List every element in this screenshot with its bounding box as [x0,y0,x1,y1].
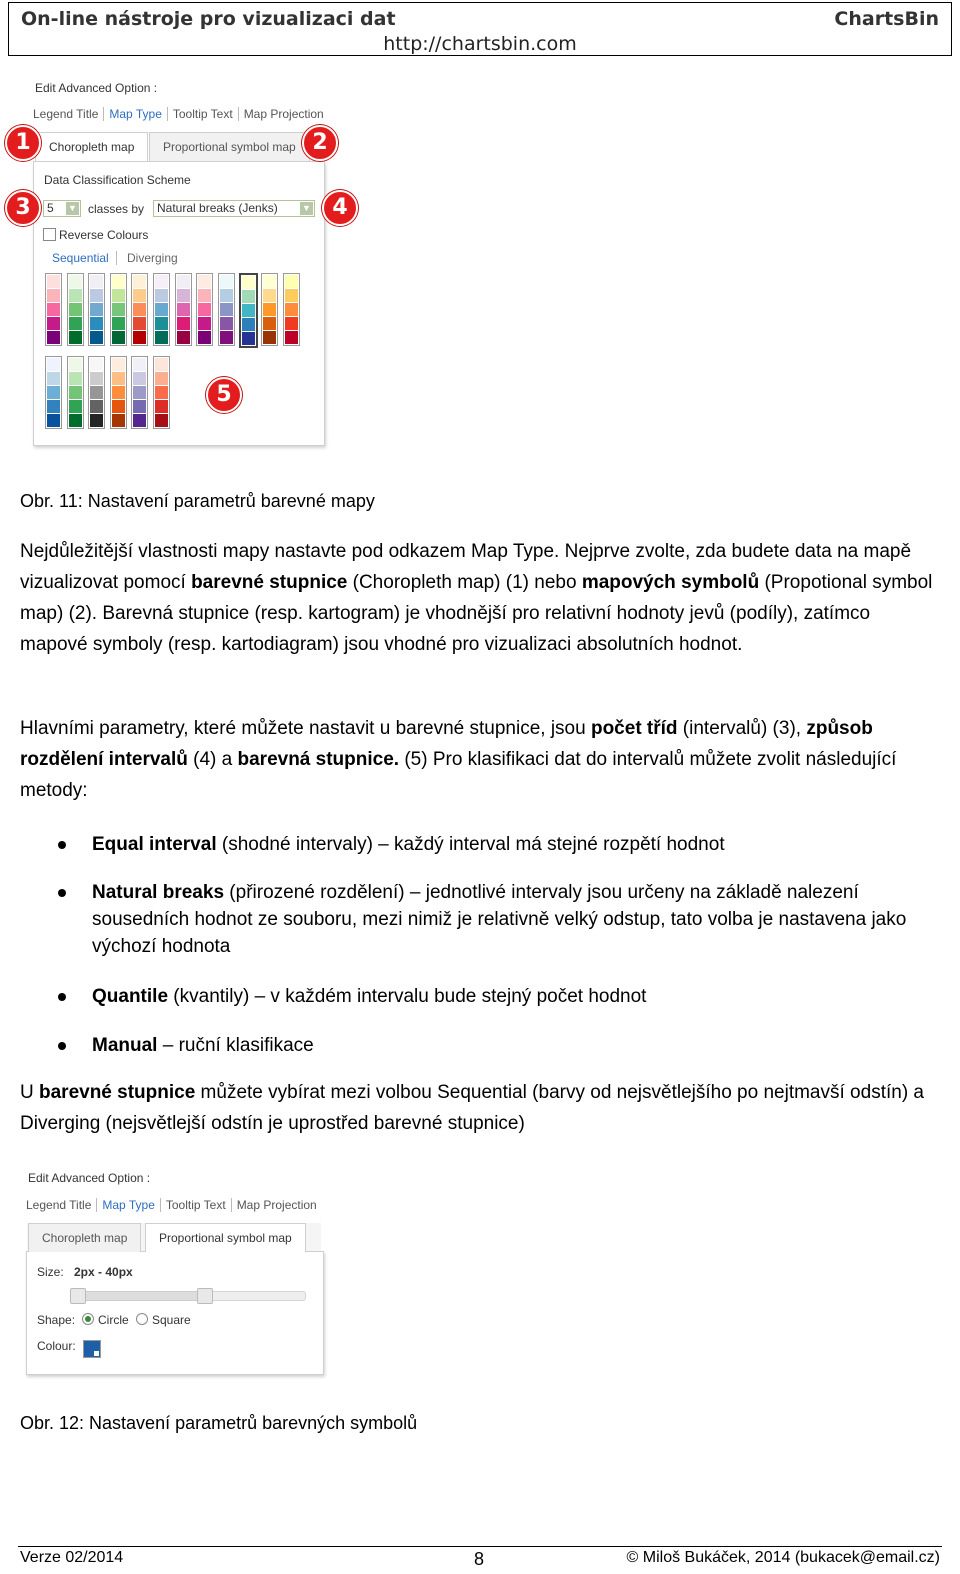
tab-map-projection[interactable]: Map Projection [243,107,324,121]
para1-text-1: Nejdůležitější vlastnosti mapy nastavte pod odkazem Map Type. Nejprve zvolte, zda budete data na mapě vizualizovat pomocí [20,541,912,593]
palette-color-cell [47,358,60,371]
shape-circle-radio[interactable] [82,1313,94,1325]
palette-color-cell [242,276,255,289]
palette-color-cell [220,289,233,302]
size-value: 2px - 40px [74,1265,133,1279]
palette-row-2 [45,356,185,431]
palette-color-cell [263,275,276,288]
header-title: On-line nástroje pro vizualizaci dat [21,8,396,30]
bullet-dot [58,1042,66,1050]
palette-color-cell [285,331,298,344]
palette-color-cell [155,372,168,385]
palette-color-cell [112,331,125,344]
palette-color-cell [133,414,146,427]
palette-swatch[interactable] [45,356,62,429]
para1-text-2: (Choropleth map) (1) nebo [347,572,582,593]
reverse-colours-label: Reverse Colours [59,228,149,242]
figure-caption-2: Obr. 12: Nastavení parametrů barevných symbolů [20,1413,418,1433]
tab-legend-title[interactable]: Legend Title [33,107,104,121]
palette-color-cell [90,331,103,344]
page-header [8,2,952,56]
palette-swatch[interactable] [283,273,300,346]
tab-map-type[interactable]: Map Type [97,1198,160,1212]
para1-bold-2: mapových symbolů [581,572,760,593]
palette-swatch[interactable] [153,356,170,429]
colour-picker-swatch[interactable] [83,1340,101,1358]
paragraph-parameters [20,713,942,806]
badge-1: 1 [5,125,41,161]
palette-color-cell [242,318,255,331]
palette-color-cell [47,317,60,330]
bullet-dot [58,889,66,897]
shape-circle-label: Circle [98,1313,129,1327]
palette-color-cell [112,372,125,385]
palette-color-cell [69,317,82,330]
footer-author: © Miloš Bukáček, 2014 (bukacek@email.cz) [626,1549,940,1566]
figure-choropleth-settings [33,80,333,450]
palette-color-cell [47,372,60,385]
palette-color-cell [69,275,82,288]
palette-color-cell [177,289,190,302]
subtab-proportional-symbol-map[interactable]: Proportional symbol map [145,1223,306,1252]
bullet-term: Equal interval [92,834,217,855]
figure-symbol-settings [26,1170,336,1380]
palette-color-cell [112,275,125,288]
palette-color-cell [112,414,125,427]
bullet-text: (shodné intervaly) – každý interval má stejné rozpětí hodnot [216,834,725,855]
para3-bold-1: barevné stupnice [39,1082,196,1103]
classification-method-value: Natural breaks (Jenks) [157,201,278,215]
palette-color-cell [133,317,146,330]
palette-color-cell [112,317,125,330]
list-item-equal-interval [92,831,942,858]
para3-text-2: můžete vybírat mezi volbou Sequential (barvy od nejsvětlejšího po nejtmavší odstín) a Diverging (nejsvětlejší odstín je uprostřed barevné stupnice) [20,1082,924,1134]
footer-page-number: 8 [474,1549,485,1569]
palette-swatch[interactable] [239,273,258,348]
para2-text-3: (4) a [187,749,238,770]
bullet-term: Natural breaks [92,882,225,903]
palette-color-cell [47,400,60,413]
palette-color-cell [155,386,168,399]
reverse-colours-checkbox[interactable] [43,228,56,241]
classes-count-select[interactable] [43,200,81,217]
palette-color-cell [177,317,190,330]
header-url[interactable]: http://chartsbin.com [383,33,577,55]
para2-bold-3: barevná stupnice. [237,749,400,770]
palette-color-cell [198,331,211,344]
palette-color-cell [133,289,146,302]
palette-color-cell [198,275,211,288]
bullet-term: Manual [92,1035,158,1056]
badge-4: 4 [322,190,358,226]
palette-color-cell [198,289,211,302]
paragraph-colour-scale [20,1077,942,1139]
palette-color-cell [155,414,168,427]
palette-color-cell [90,275,103,288]
chevron-down-icon: ▼ [300,202,313,215]
figure-caption-1: Obr. 11: Nastavení parametrů barevné mapy [20,491,375,511]
palette-color-cell [90,303,103,316]
palette-color-cell [133,358,146,371]
palette-color-cell [47,303,60,316]
palette-swatch[interactable] [110,356,127,429]
palette-color-cell [220,331,233,344]
palette-tab-diverging[interactable]: Diverging [127,251,178,265]
palette-color-cell [177,275,190,288]
palette-color-cell [90,400,103,413]
palette-color-cell [69,303,82,316]
list-item-manual [92,1032,942,1059]
chevron-down-icon: ▼ [66,202,79,215]
tab-map-projection[interactable]: Map Projection [236,1198,317,1212]
badge-5: 5 [206,377,242,413]
size-slider-min-handle[interactable] [70,1288,86,1304]
shape-square-label: Square [152,1313,191,1327]
para2-bold-1: počet tříd [590,718,678,739]
header-brand: ChartsBin [834,8,939,30]
palette-color-cell [285,317,298,330]
palette-swatch[interactable] [175,273,192,346]
palette-swatch[interactable] [153,273,170,346]
palette-color-cell [90,414,103,427]
footer-version: Verze 02/2014 [20,1549,124,1566]
palette-tab-sequential[interactable]: Sequential [52,251,117,265]
palette-color-cell [69,400,82,413]
palette-color-cell [242,290,255,303]
classification-method-select[interactable] [153,200,315,217]
palette-color-cell [112,386,125,399]
palette-color-cell [220,303,233,316]
list-item-quantile [92,983,942,1010]
size-slider-max-handle[interactable] [197,1288,213,1304]
bullet-term: Quantile [92,986,169,1007]
palette-color-cell [177,331,190,344]
palette-color-cell [90,317,103,330]
palette-color-cell [155,289,168,302]
palette-color-cell [112,400,125,413]
bullet-dot [58,841,66,849]
palette-color-cell [133,303,146,316]
palette-color-cell [242,332,255,345]
palette-color-cell [155,317,168,330]
palette-color-cell [133,372,146,385]
palette-color-cell [133,400,146,413]
palette-color-cell [285,303,298,316]
palette-color-cell [263,331,276,344]
size-slider-range [78,1291,206,1301]
palette-color-cell [133,275,146,288]
palette-swatch[interactable] [45,273,62,346]
subtab-choropleth-map[interactable]: Choropleth map [35,132,148,161]
palette-color-cell [155,303,168,316]
para3-text-1: U [20,1082,39,1103]
para2-text-1: Hlavními parametry, které můžete nastavit u barevné stupnice, jsou [20,718,591,739]
palette-row-1 [45,273,315,348]
palette-swatch[interactable] [196,273,213,346]
palette-color-cell [112,289,125,302]
palette-color-cell [133,331,146,344]
palette-color-cell [47,414,60,427]
shape-square-radio[interactable] [136,1313,148,1325]
palette-color-cell [90,372,103,385]
palette-swatch[interactable] [218,273,235,346]
bullet-text: – ruční klasifikace [157,1035,314,1056]
palette-color-cell [69,358,82,371]
subtab-choropleth-map[interactable]: Choropleth map [28,1223,141,1252]
palette-color-cell [47,331,60,344]
palette-color-cell [69,386,82,399]
paragraph-map-type [20,536,942,660]
shape-label: Shape: [37,1313,76,1327]
palette-color-cell [112,358,125,371]
palette-color-cell [220,275,233,288]
palette-color-cell [263,317,276,330]
data-classification-scheme-label: Data Classification Scheme [44,173,191,187]
size-label: Size: [37,1265,64,1279]
palette-swatch[interactable] [261,273,278,346]
subtab-proportional-symbol-map[interactable]: Proportional symbol map [149,132,310,161]
palette-color-cell [90,358,103,371]
palette-color-cell [155,331,168,344]
footer-divider [18,1546,942,1547]
classes-by-label: classes by [88,202,145,216]
bullet-dot [58,993,66,1001]
palette-color-cell [69,372,82,385]
palette-color-cell [47,386,60,399]
palette-color-cell [69,289,82,302]
colour-label: Colour: [37,1339,76,1353]
bullet-text: (přirozené rozdělení) – jednotlivé intervaly jsou určeny na základě nalezení sousedních hodnot ze souboru, mezi nimiž je relativně velký odstup, tato volba je nastavena jako výchozí hodnota [92,882,907,957]
palette-color-cell [47,275,60,288]
tab-map-type[interactable]: Map Type [104,107,167,121]
palette-color-cell [198,303,211,316]
palette-color-cell [90,386,103,399]
tab-tooltip-text[interactable]: Tooltip Text [161,1198,232,1212]
palette-swatch[interactable] [67,356,84,429]
advanced-option-tabs [26,1198,322,1212]
palette-color-cell [69,331,82,344]
palette-color-cell [133,386,146,399]
badge-3: 3 [5,190,41,226]
palette-color-cell [285,289,298,302]
palette-swatch[interactable] [67,273,84,346]
palette-color-cell [47,289,60,302]
palette-swatch[interactable] [110,273,127,346]
palette-color-cell [263,289,276,302]
para1-bold-1: barevné stupnice [191,572,348,593]
palette-swatch[interactable] [131,356,148,429]
classes-count-value: 5 [47,201,54,215]
badge-2: 2 [302,125,338,161]
palette-color-cell [263,303,276,316]
para2-text-2: (intervalů) (3), [677,718,807,739]
palette-color-cell [69,414,82,427]
palette-color-cell [112,303,125,316]
palette-color-cell [198,317,211,330]
palette-color-cell [155,275,168,288]
para2-bold-2: způsob rozdělení intervalů [20,718,873,770]
edit-advanced-option-label: Edit Advanced Option : [28,1171,151,1185]
palette-color-cell [220,317,233,330]
palette-color-cell [285,275,298,288]
advanced-option-tabs [33,107,329,121]
palette-color-cell [177,303,190,316]
palette-color-cell [90,289,103,302]
palette-color-cell [155,400,168,413]
list-item-natural-breaks [92,879,942,960]
palette-swatch[interactable] [88,273,105,346]
tab-legend-title[interactable]: Legend Title [26,1198,97,1212]
edit-advanced-option-label: Edit Advanced Option : [35,81,158,95]
bullet-text: (kvantily) – v každém intervalu bude stejný počet hodnot [168,986,647,1007]
para1-text-3: (Propotional symbol map) (2). Barevná stupnice (resp. kartogram) je vhodnější pro relativní hodnoty jevů (podíly), zatímco mapové symboly (resp. kartodiagram) jsou vhodné pro vizualizaci absolutních hodnot. [20,572,933,655]
tab-tooltip-text[interactable]: Tooltip Text [168,107,239,121]
palette-swatch[interactable] [131,273,148,346]
palette-color-cell [155,358,168,371]
palette-swatch[interactable] [88,356,105,429]
para2-text-4: (5) Pro klasifikaci dat do intervalů můžete zvolit následující metody: [20,749,897,801]
palette-color-cell [242,304,255,317]
